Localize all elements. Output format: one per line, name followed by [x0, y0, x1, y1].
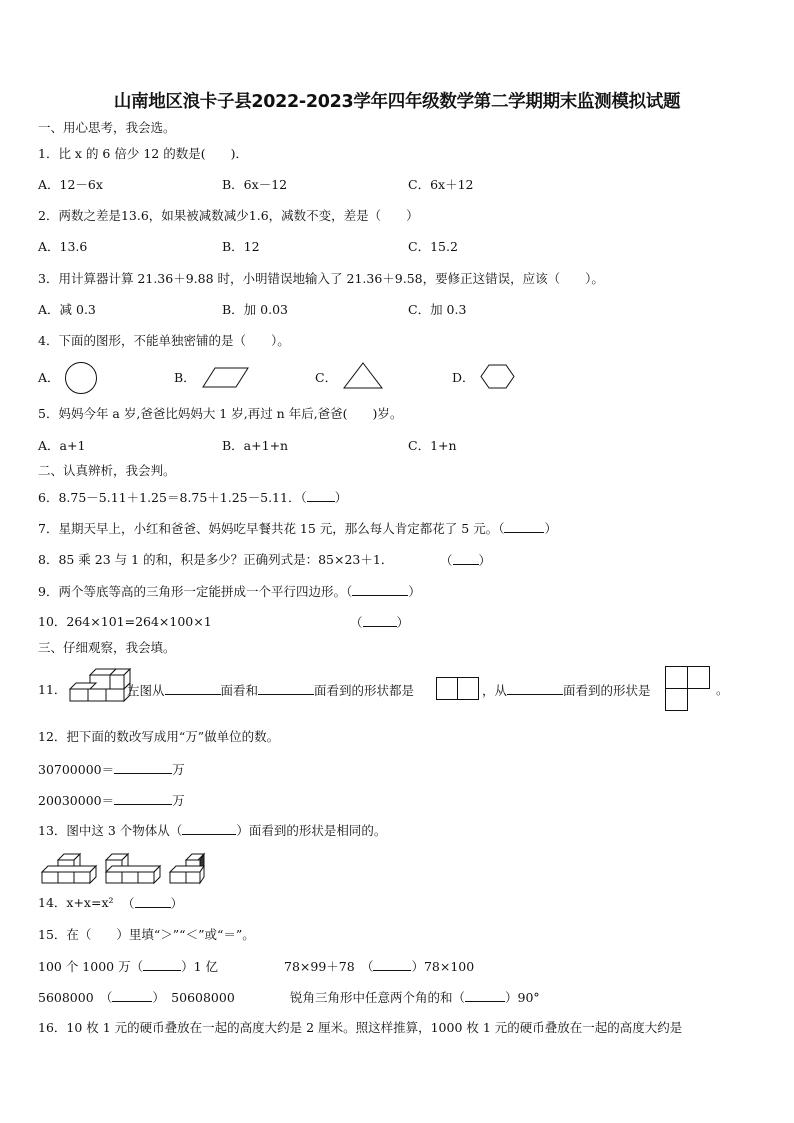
q15-row-1-right — [284, 958, 474, 975]
page-title: 山南地区浪卡子县2022-2023学年四年级数学第二学期期末监测模拟试题 — [113, 92, 681, 112]
object-figure-3 — [168, 852, 208, 884]
question-3: 3．用计算器计算 21.36＋9.88 时，小明错误地输入了 21.36＋9.58，要修正这错误，应该（ ）。 — [38, 271, 604, 286]
q11-blank-1[interactable] — [165, 682, 221, 695]
question-10: 10．264×101=264×100×1 — [38, 614, 212, 629]
q8-open: （ — [440, 553, 453, 568]
q12-unit-2: 万 — [172, 793, 185, 808]
q11-blank-2[interactable] — [258, 682, 314, 695]
question-8: 8．85 乘 23 与 1 的和，积是多少？正确列式是：85×23＋1． — [38, 552, 394, 567]
q8-answer — [440, 552, 491, 569]
q8-answer-blank[interactable] — [453, 552, 479, 565]
q3-option-b[interactable]: B．加 0.03 — [222, 302, 288, 317]
q15-r1-b: ）1 亿 — [181, 959, 219, 974]
q14-answer-blank[interactable] — [135, 895, 171, 908]
question-4: 4．下面的图形，不能单独密铺的是（ ）。 — [38, 333, 290, 348]
q11-part1: 左图从 — [127, 683, 165, 698]
object-figure-2 — [104, 852, 160, 884]
q13-stem-2: ）面看到的形状是相同的。 — [236, 823, 387, 838]
l-shape-squares — [665, 666, 711, 712]
question-7 — [38, 520, 557, 537]
question-15: 15．在（ ）里填“＞”“＜”或“＝”。 — [38, 927, 255, 942]
q14-open: （ — [122, 896, 135, 911]
question-16: 16．10 枚 1 元的硬币叠放在一起的高度大约是 2 厘米。照这样推算，1000 枚 1 元的硬币叠放在一起的高度大约是 — [38, 1020, 683, 1035]
question-13 — [38, 822, 386, 839]
q15-row-2-right — [290, 989, 540, 1006]
q1-option-c[interactable]: C．6x＋12 — [408, 177, 474, 192]
q2-option-c[interactable]: C．15.2 — [408, 239, 458, 254]
q4-option-c[interactable]: C． — [315, 370, 338, 385]
q15-r2-b: ） 50608000 — [152, 990, 235, 1005]
q15-blank-4[interactable] — [465, 989, 505, 1002]
parallelogram-shape — [203, 367, 249, 389]
q7-answer-blank[interactable] — [504, 520, 544, 533]
q1-option-a[interactable]: A．12－6x — [38, 177, 103, 192]
q13-stem: 13．图中这 3 个物体从（ — [38, 823, 183, 838]
q6-answer-blank[interactable] — [307, 489, 335, 502]
q15-blank-3[interactable] — [112, 989, 152, 1002]
q12-number-2: 20030000＝ — [38, 793, 115, 808]
q12-line-1 — [38, 761, 185, 778]
q4-option-a[interactable]: A． — [38, 370, 60, 385]
q12-number-1: 30700000＝ — [38, 762, 115, 777]
q15-r2-d: ）90° — [505, 990, 540, 1005]
q12-blank-1[interactable] — [114, 761, 172, 774]
q10-open: （ — [350, 615, 363, 630]
q11-blank-3[interactable] — [507, 682, 563, 695]
q2-option-a[interactable]: A．13.6 — [38, 239, 88, 254]
q7-close: ） — [544, 521, 557, 536]
q15-row-1-left — [38, 958, 218, 975]
q11-part4: ，从 — [482, 683, 508, 698]
hexagon-shape — [480, 364, 516, 390]
q10-answer-blank[interactable] — [363, 614, 397, 627]
q6-text: 6．8.75－5.11＋1.25＝8.75＋1.25－5.11．（ — [38, 490, 307, 505]
q6-close: ） — [334, 490, 348, 505]
q12-line-2 — [38, 792, 185, 809]
question-12: 12．把下面的数改写成用“万”做单位的数。 — [38, 729, 280, 744]
q13-answer-blank[interactable] — [182, 822, 236, 835]
q3-option-c[interactable]: C．加 0.3 — [408, 302, 467, 317]
q12-unit-1: 万 — [172, 762, 185, 777]
q15-blank-2[interactable] — [373, 958, 411, 971]
q7-text: 7．星期天早上，小红和爸爸、妈妈吃早餐共花 15 元，那么每人肯定都花了 5 元。（ — [38, 521, 505, 536]
q15-r2-a: 5608000 （ — [38, 990, 113, 1005]
question-6 — [38, 489, 347, 506]
q2-option-b[interactable]: B．12 — [222, 239, 260, 254]
two-square-shape — [436, 677, 480, 701]
question-14: 14．x+x=x² — [38, 895, 114, 910]
q15-r1-d: ）78×100 — [411, 959, 475, 974]
q12-blank-2[interactable] — [114, 792, 172, 805]
question-11 — [127, 682, 414, 699]
q15-row-2-left — [38, 989, 235, 1006]
q15-r2-c: 锐角三角形中任意两个角的和（ — [290, 990, 466, 1005]
q5-option-a[interactable]: A．a+1 — [38, 438, 86, 453]
q11-part2: 面看和 — [220, 683, 259, 698]
q10-answer — [350, 614, 409, 631]
q8-close: ） — [478, 553, 492, 568]
q5-option-c[interactable]: C．1+n — [408, 438, 457, 453]
cube-group-figure — [66, 668, 126, 702]
q9-text: 9．两个等底等高的三角形一定能拼成一个平行四边形。（ — [38, 584, 353, 599]
question-11-number: 11． — [38, 682, 67, 697]
section-heading-1: 一、用心思考，我会选。 — [38, 120, 176, 135]
section-heading-2: 二、认真辨析，我会判。 — [38, 463, 176, 478]
q15-r1-c: 78×99＋78 （ — [284, 959, 374, 974]
question-1: 1．比 x 的 6 倍少 12 的数是( )． — [38, 146, 248, 161]
question-9 — [38, 583, 421, 600]
q9-close: ） — [408, 584, 421, 599]
q4-option-d[interactable]: D． — [452, 370, 475, 385]
q11-part5: 面看到的形状是 — [563, 683, 651, 698]
question-2: 2．两数之差是13.6，如果被减数减少1.6，减数不变，差是（ ） — [38, 208, 419, 223]
circle-shape — [64, 361, 98, 395]
q10-close: ） — [396, 615, 410, 630]
q11-part3: 面看到的形状都是 — [314, 683, 415, 698]
q14-answer — [122, 895, 183, 912]
object-figure-1 — [40, 852, 102, 884]
q1-option-b[interactable]: B．6x－12 — [222, 177, 288, 192]
question-11-cont — [482, 682, 651, 699]
q4-option-b[interactable]: B． — [174, 370, 196, 385]
question-5: 5．妈妈今年 a 岁,爸爸比妈妈大 1 岁,再过 n 年后,爸爸( )岁。 — [38, 406, 403, 421]
q5-option-b[interactable]: B．a+1+n — [222, 438, 289, 453]
q14-close: ） — [170, 896, 184, 911]
triangle-shape — [344, 362, 384, 390]
q9-answer-blank[interactable] — [352, 583, 408, 596]
q15-blank-1[interactable] — [143, 958, 181, 971]
section-heading-3: 三、仔细观察，我会填。 — [38, 640, 176, 655]
q3-option-a[interactable]: A．减 0.3 — [38, 302, 96, 317]
q11-period: 。 — [716, 682, 729, 697]
q15-r1-a: 100 个 1000 万（ — [38, 959, 144, 974]
